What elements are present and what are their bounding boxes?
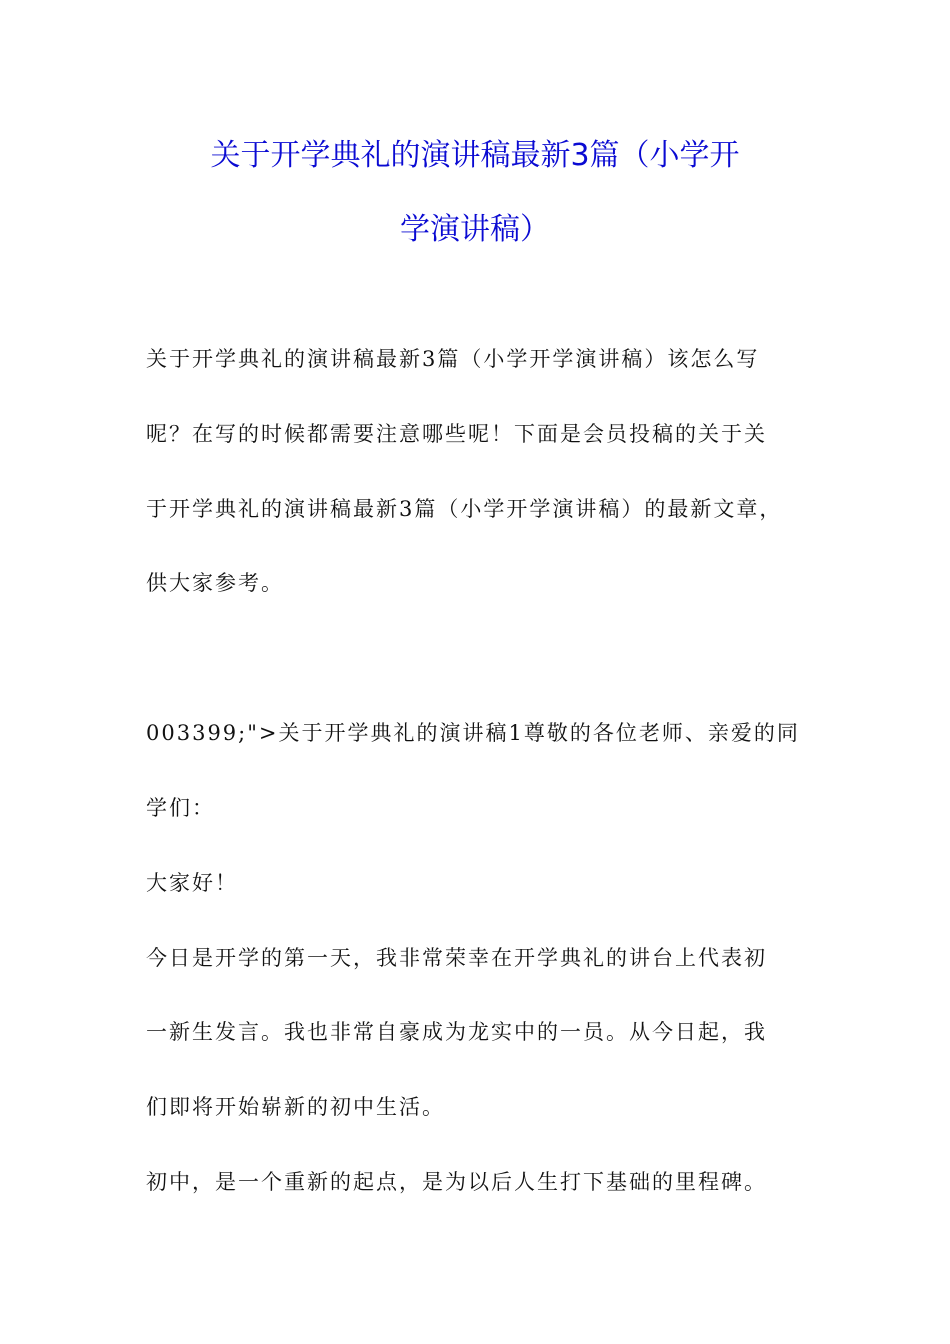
intro-line-4: 供大家参考。 bbox=[146, 571, 284, 595]
speech-line-6: 们即将开始崭新的初中生活。 bbox=[146, 1095, 445, 1119]
document-title-line-2: 学演讲稿） bbox=[400, 212, 550, 247]
speech-line-2: 学们： bbox=[146, 796, 215, 820]
intro-line-1: 关于开学典礼的演讲稿最新3篇（小学开学演讲稿）该怎么写 bbox=[146, 347, 760, 371]
intro-line-3: 于开学典礼的演讲稿最新3篇（小学开学演讲稿）的最新文章， bbox=[146, 497, 783, 521]
speech-line-4: 今日是开学的第一天，我非常荣幸在开学典礼的讲台上代表初 bbox=[146, 946, 767, 970]
speech-line-7: 初中，是一个重新的起点，是为以后人生打下基础的里程碑。 bbox=[146, 1170, 767, 1194]
document-title-line-1: 关于开学典礼的演讲稿最新3篇（小学开 bbox=[210, 138, 740, 173]
speech-line-1: 003399;">关于开学典礼的演讲稿1尊敬的各位老师、亲爱的同 bbox=[146, 721, 800, 745]
speech-line-5: 一新生发言。我也非常自豪成为龙实中的一员。从今日起，我 bbox=[146, 1020, 767, 1044]
speech-line-3: 大家好！ bbox=[146, 871, 238, 895]
intro-line-2: 呢？在写的时候都需要注意哪些呢！下面是会员投稿的关于关 bbox=[146, 422, 767, 446]
